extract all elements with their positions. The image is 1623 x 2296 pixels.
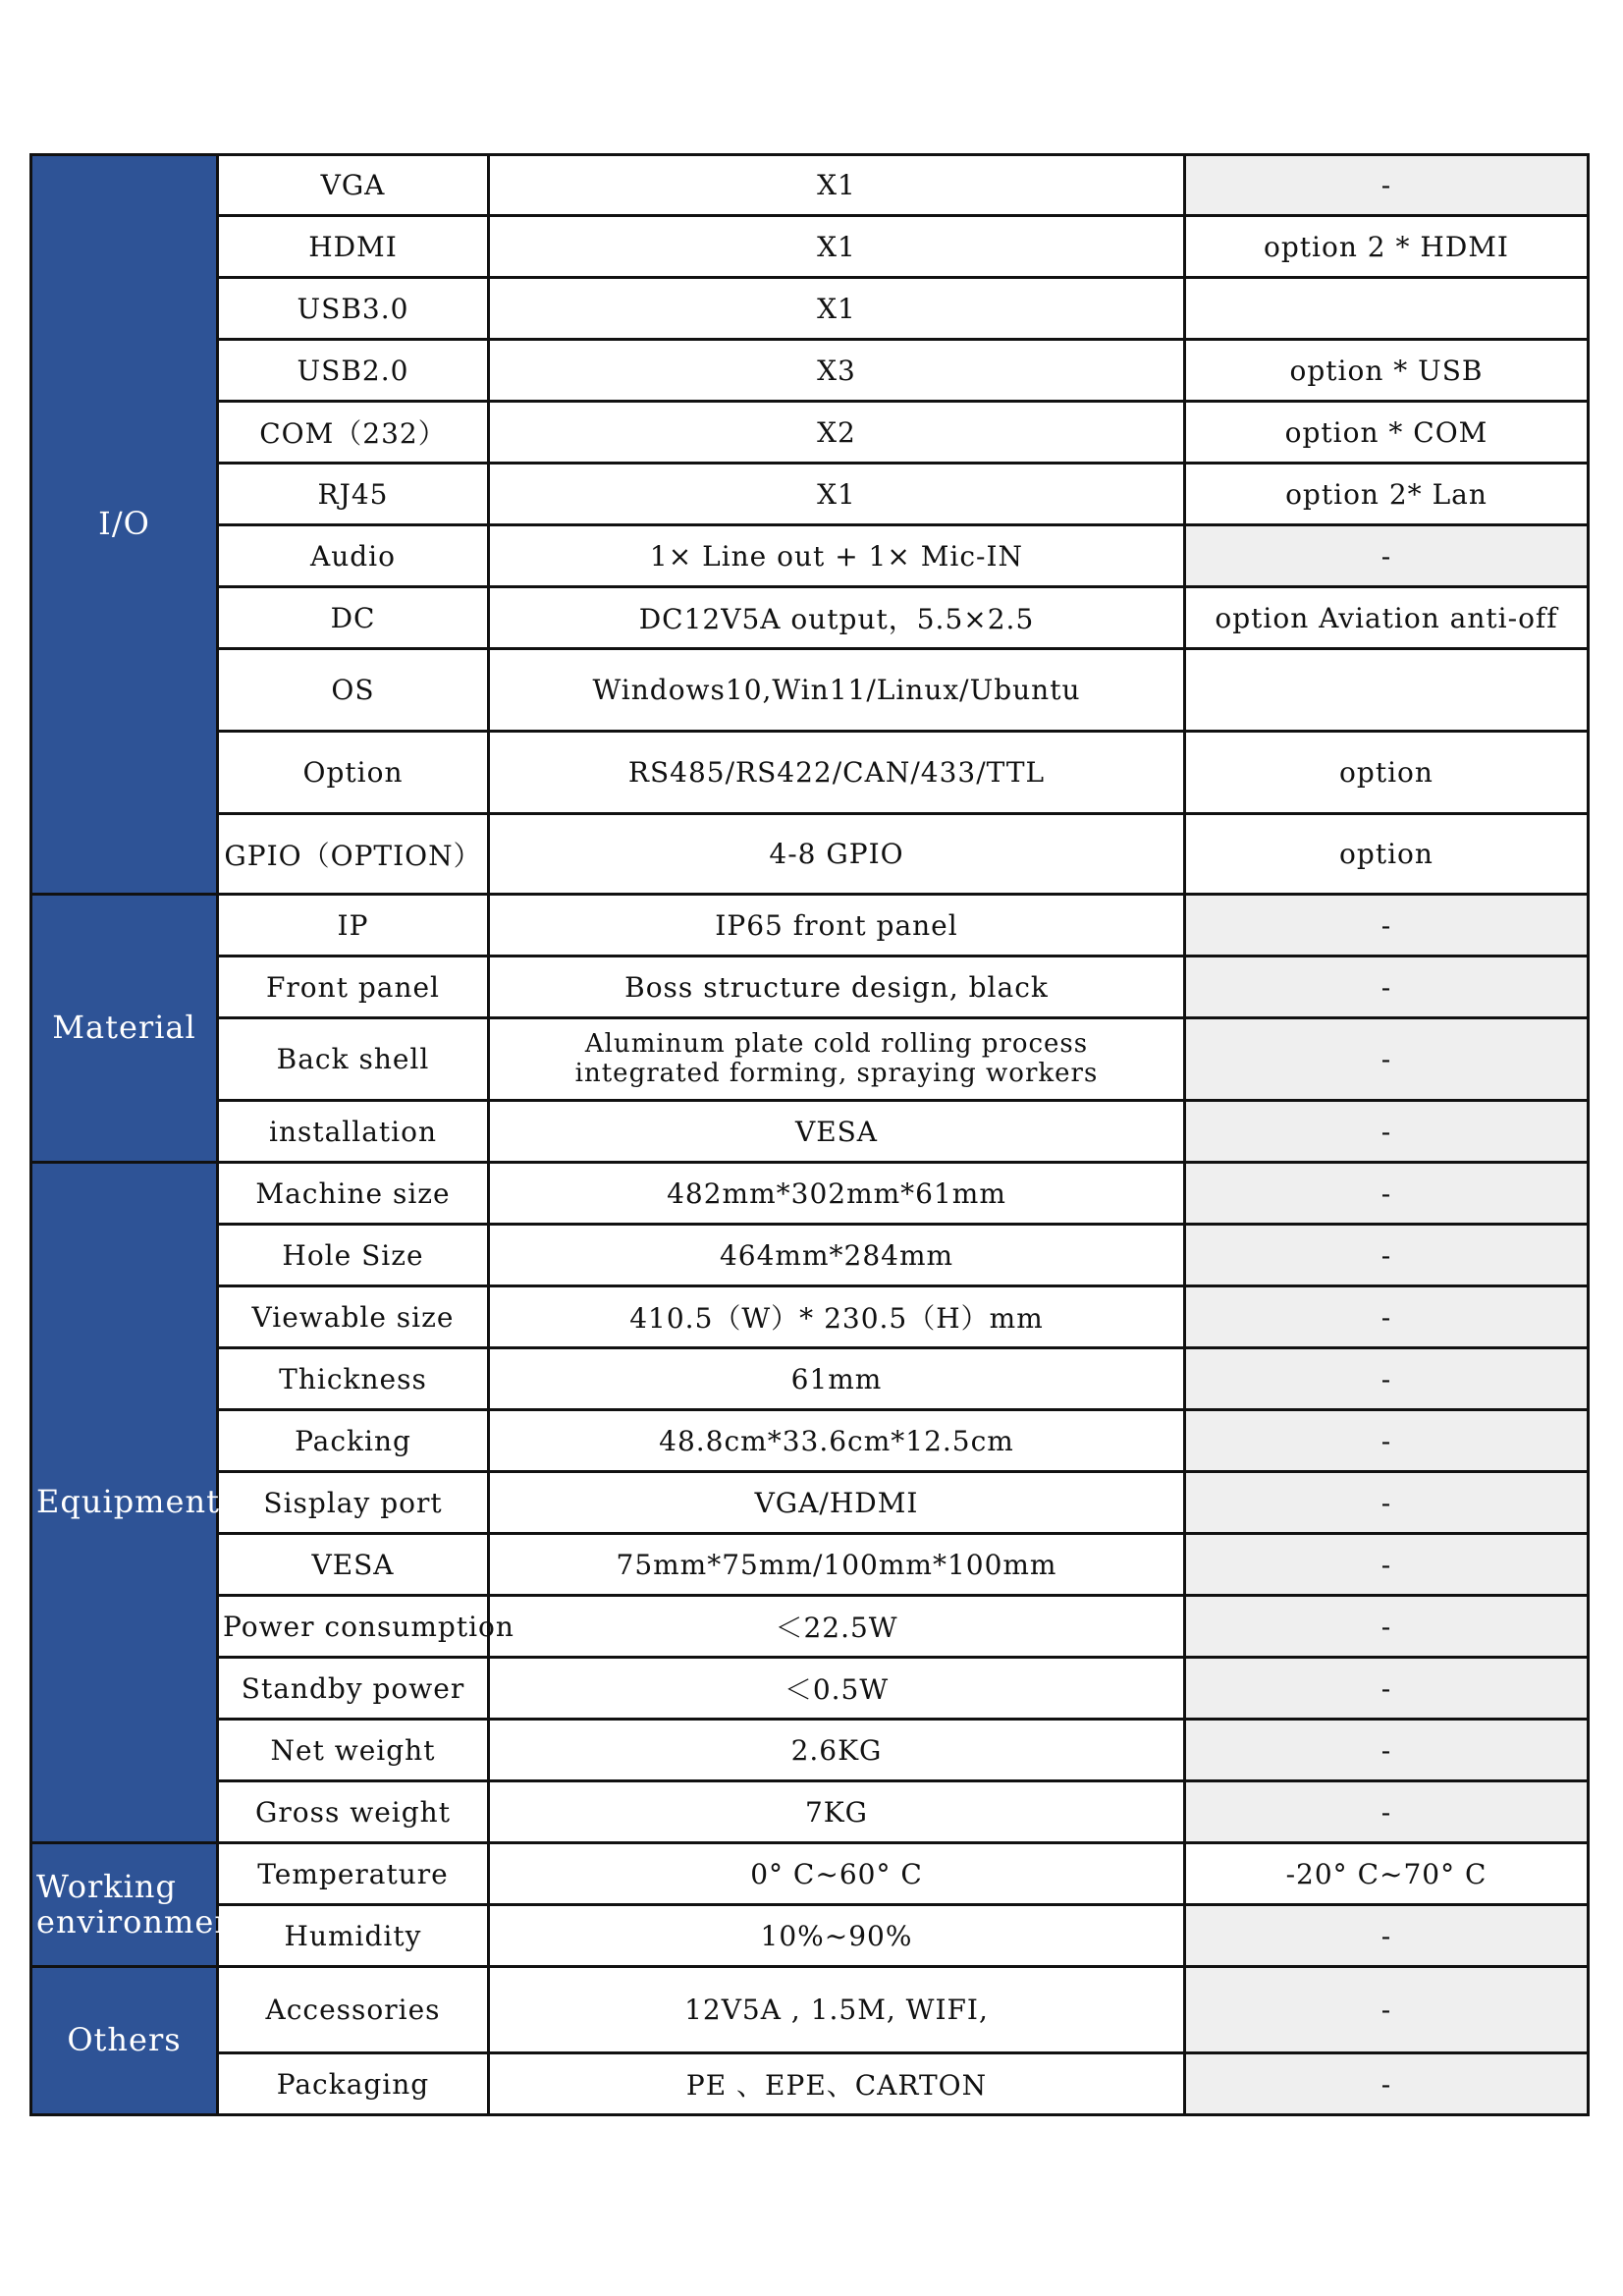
table-row [31, 464, 1589, 525]
spec-note: - [1185, 957, 1589, 1018]
spec-value: ＜22.5W [489, 1596, 1185, 1658]
spec-value: X1 [489, 464, 1185, 525]
spec-value: Windows10,Win11/Linux/Ubuntu [489, 649, 1185, 732]
spec-label: Gross weight [218, 1781, 489, 1843]
spec-label: IP [218, 895, 489, 957]
spec-label: USB3.0 [218, 278, 489, 340]
spec-note: - [1185, 1534, 1589, 1596]
spec-label: Net weight [218, 1720, 489, 1781]
spec-value: VGA/HDMI [489, 1472, 1185, 1534]
spec-label: Accessories [218, 1967, 489, 2053]
spec-value: 464mm*284mm [489, 1225, 1185, 1286]
spec-label: Machine size [218, 1163, 489, 1225]
section-title [31, 895, 218, 1163]
table-row [31, 155, 1589, 216]
spec-value: 7KG [489, 1781, 1185, 1843]
spec-label: Option [218, 732, 489, 814]
spec-note: - [1185, 1720, 1589, 1781]
table-row [31, 587, 1589, 649]
table-row [31, 278, 1589, 340]
spec-label: OS [218, 649, 489, 732]
spec-value: DC12V5A output，5.5×2.5 [489, 587, 1185, 649]
spec-label: Audio [218, 525, 489, 587]
spec-note: - [1185, 525, 1589, 587]
section-title [31, 1967, 218, 2115]
spec-label: Hole Size [218, 1225, 489, 1286]
table-row [31, 340, 1589, 402]
spec-value: X1 [489, 278, 1185, 340]
spec-note: - [1185, 1286, 1589, 1348]
table-row [31, 957, 1589, 1018]
spec-note: - [1185, 1967, 1589, 2053]
table-row [31, 402, 1589, 464]
spec-label: Back shell [218, 1018, 489, 1101]
spec-label: Humidity [218, 1905, 489, 1967]
spec-label: Viewable size [218, 1286, 489, 1348]
spec-note: option [1185, 732, 1589, 814]
spec-value: VESA [489, 1101, 1185, 1163]
table-row [31, 1348, 1589, 1410]
spec-label: Packaging [218, 2053, 489, 2115]
spec-value: PE 、EPE、CARTON [489, 2053, 1185, 2115]
spec-note: - [1185, 1163, 1589, 1225]
table-row [31, 1163, 1589, 1225]
spec-label: DC [218, 587, 489, 649]
section-title-text [36, 1870, 249, 1939]
section-title-line: Working [36, 1868, 177, 1906]
spec-label: Temperature [218, 1843, 489, 1905]
spec-note: option * COM [1185, 402, 1589, 464]
spec-label: VESA [218, 1534, 489, 1596]
spec-value: 61mm [489, 1348, 1185, 1410]
spec-value-line: Aluminum plate cold rolling process [584, 1029, 1089, 1060]
section-title-text: Others [67, 2021, 182, 2059]
spec-note: option [1185, 814, 1589, 895]
table-row [31, 216, 1589, 278]
spec-note: - [1185, 1410, 1589, 1472]
spec-label: HDMI [218, 216, 489, 278]
spec-label: GPIO（OPTION） [218, 814, 489, 895]
spec-note: - [1185, 1348, 1589, 1410]
spec-value: 12V5A , 1.5M, WIFI, [489, 1967, 1185, 2053]
table-row [31, 1843, 1589, 1905]
spec-label: RJ45 [218, 464, 489, 525]
section-title [31, 1843, 249, 1967]
spec-note: - [1185, 1225, 1589, 1286]
table-row [31, 1410, 1589, 1472]
spec-label: Packing [218, 1410, 489, 1472]
table-row [31, 649, 1589, 732]
spec-value: X1 [489, 155, 1185, 216]
spec-note: - [1185, 1472, 1589, 1534]
table-row [31, 1225, 1589, 1286]
spec-value: X1 [489, 216, 1185, 278]
section-title-text: Material [52, 1009, 196, 1047]
spec-value: 75mm*75mm/100mm*100mm [489, 1534, 1185, 1596]
table-row [31, 895, 1589, 957]
section-title-line: environment [36, 1902, 249, 1941]
spec-table [29, 153, 1590, 2116]
spec-note: - [1185, 2053, 1589, 2115]
table-row [31, 1534, 1589, 1596]
spec-label: Power consumption [218, 1596, 489, 1658]
table-row [31, 1472, 1589, 1534]
section-title [31, 155, 218, 895]
spec-label: COM（232） [218, 402, 489, 464]
spec-label: installation [218, 1101, 489, 1163]
spec-value: 482mm*302mm*61mm [489, 1163, 1185, 1225]
spec-note: - [1185, 1905, 1589, 1967]
section-title-text: I/O [98, 505, 150, 543]
spec-label: Standby power [218, 1658, 489, 1720]
spec-value: X2 [489, 402, 1185, 464]
spec-note [1185, 278, 1589, 340]
table-row [31, 1018, 1589, 1101]
spec-value: X3 [489, 340, 1185, 402]
table-row [31, 1596, 1589, 1658]
spec-note: - [1185, 895, 1589, 957]
table-row [31, 1905, 1589, 1967]
spec-note: - [1185, 1781, 1589, 1843]
spec-note: option * USB [1185, 340, 1589, 402]
spec-value: 1× Line out + 1× Mic-IN [489, 525, 1185, 587]
spec-note: option 2* Lan [1185, 464, 1589, 525]
spec-note: - [1185, 1658, 1589, 1720]
spec-label: Thickness [218, 1348, 489, 1410]
spec-value: 10%~90% [489, 1905, 1185, 1967]
table-row [31, 1286, 1589, 1348]
spec-label: USB2.0 [218, 340, 489, 402]
spec-note: - [1185, 1018, 1589, 1101]
table-row [31, 814, 1589, 895]
table-row [31, 732, 1589, 814]
spec-value-line: integrated forming, spraying workers [574, 1058, 1099, 1088]
spec-value: Boss structure design, black [489, 957, 1185, 1018]
spec-value: ＜0.5W [489, 1658, 1185, 1720]
section-title-text: Equipment [36, 1483, 220, 1521]
spec-value: IP65 front panel [489, 895, 1185, 957]
spec-value [489, 1018, 1185, 1101]
spec-note: - [1185, 1596, 1589, 1658]
spec-value: 2.6KG [489, 1720, 1185, 1781]
spec-value: RS485/RS422/CAN/433/TTL [489, 732, 1185, 814]
spec-note: - [1185, 1101, 1589, 1163]
spec-value: 48.8cm*33.6cm*12.5cm [489, 1410, 1185, 1472]
spec-value: 410.5（W）* 230.5（H）mm [489, 1286, 1185, 1348]
table-row [31, 2053, 1589, 2115]
spec-note: option Aviation anti-off [1185, 587, 1589, 649]
table-row [31, 1658, 1589, 1720]
spec-table-body [31, 155, 1589, 2115]
table-row [31, 1720, 1589, 1781]
spec-note: -20° C~70° C [1185, 1843, 1589, 1905]
spec-label: Sisplay port [218, 1472, 489, 1534]
section-title [31, 1163, 218, 1843]
spec-note: - [1185, 155, 1589, 216]
table-row [31, 1101, 1589, 1163]
table-row [31, 1967, 1589, 2053]
table-row [31, 1781, 1589, 1843]
spec-label: VGA [218, 155, 489, 216]
spec-note: option 2 * HDMI [1185, 216, 1589, 278]
spec-label: Front panel [218, 957, 489, 1018]
spec-value: 0° C~60° C [489, 1843, 1185, 1905]
table-row [31, 525, 1589, 587]
spec-note [1185, 649, 1589, 732]
spec-value: 4-8 GPIO [489, 814, 1185, 895]
